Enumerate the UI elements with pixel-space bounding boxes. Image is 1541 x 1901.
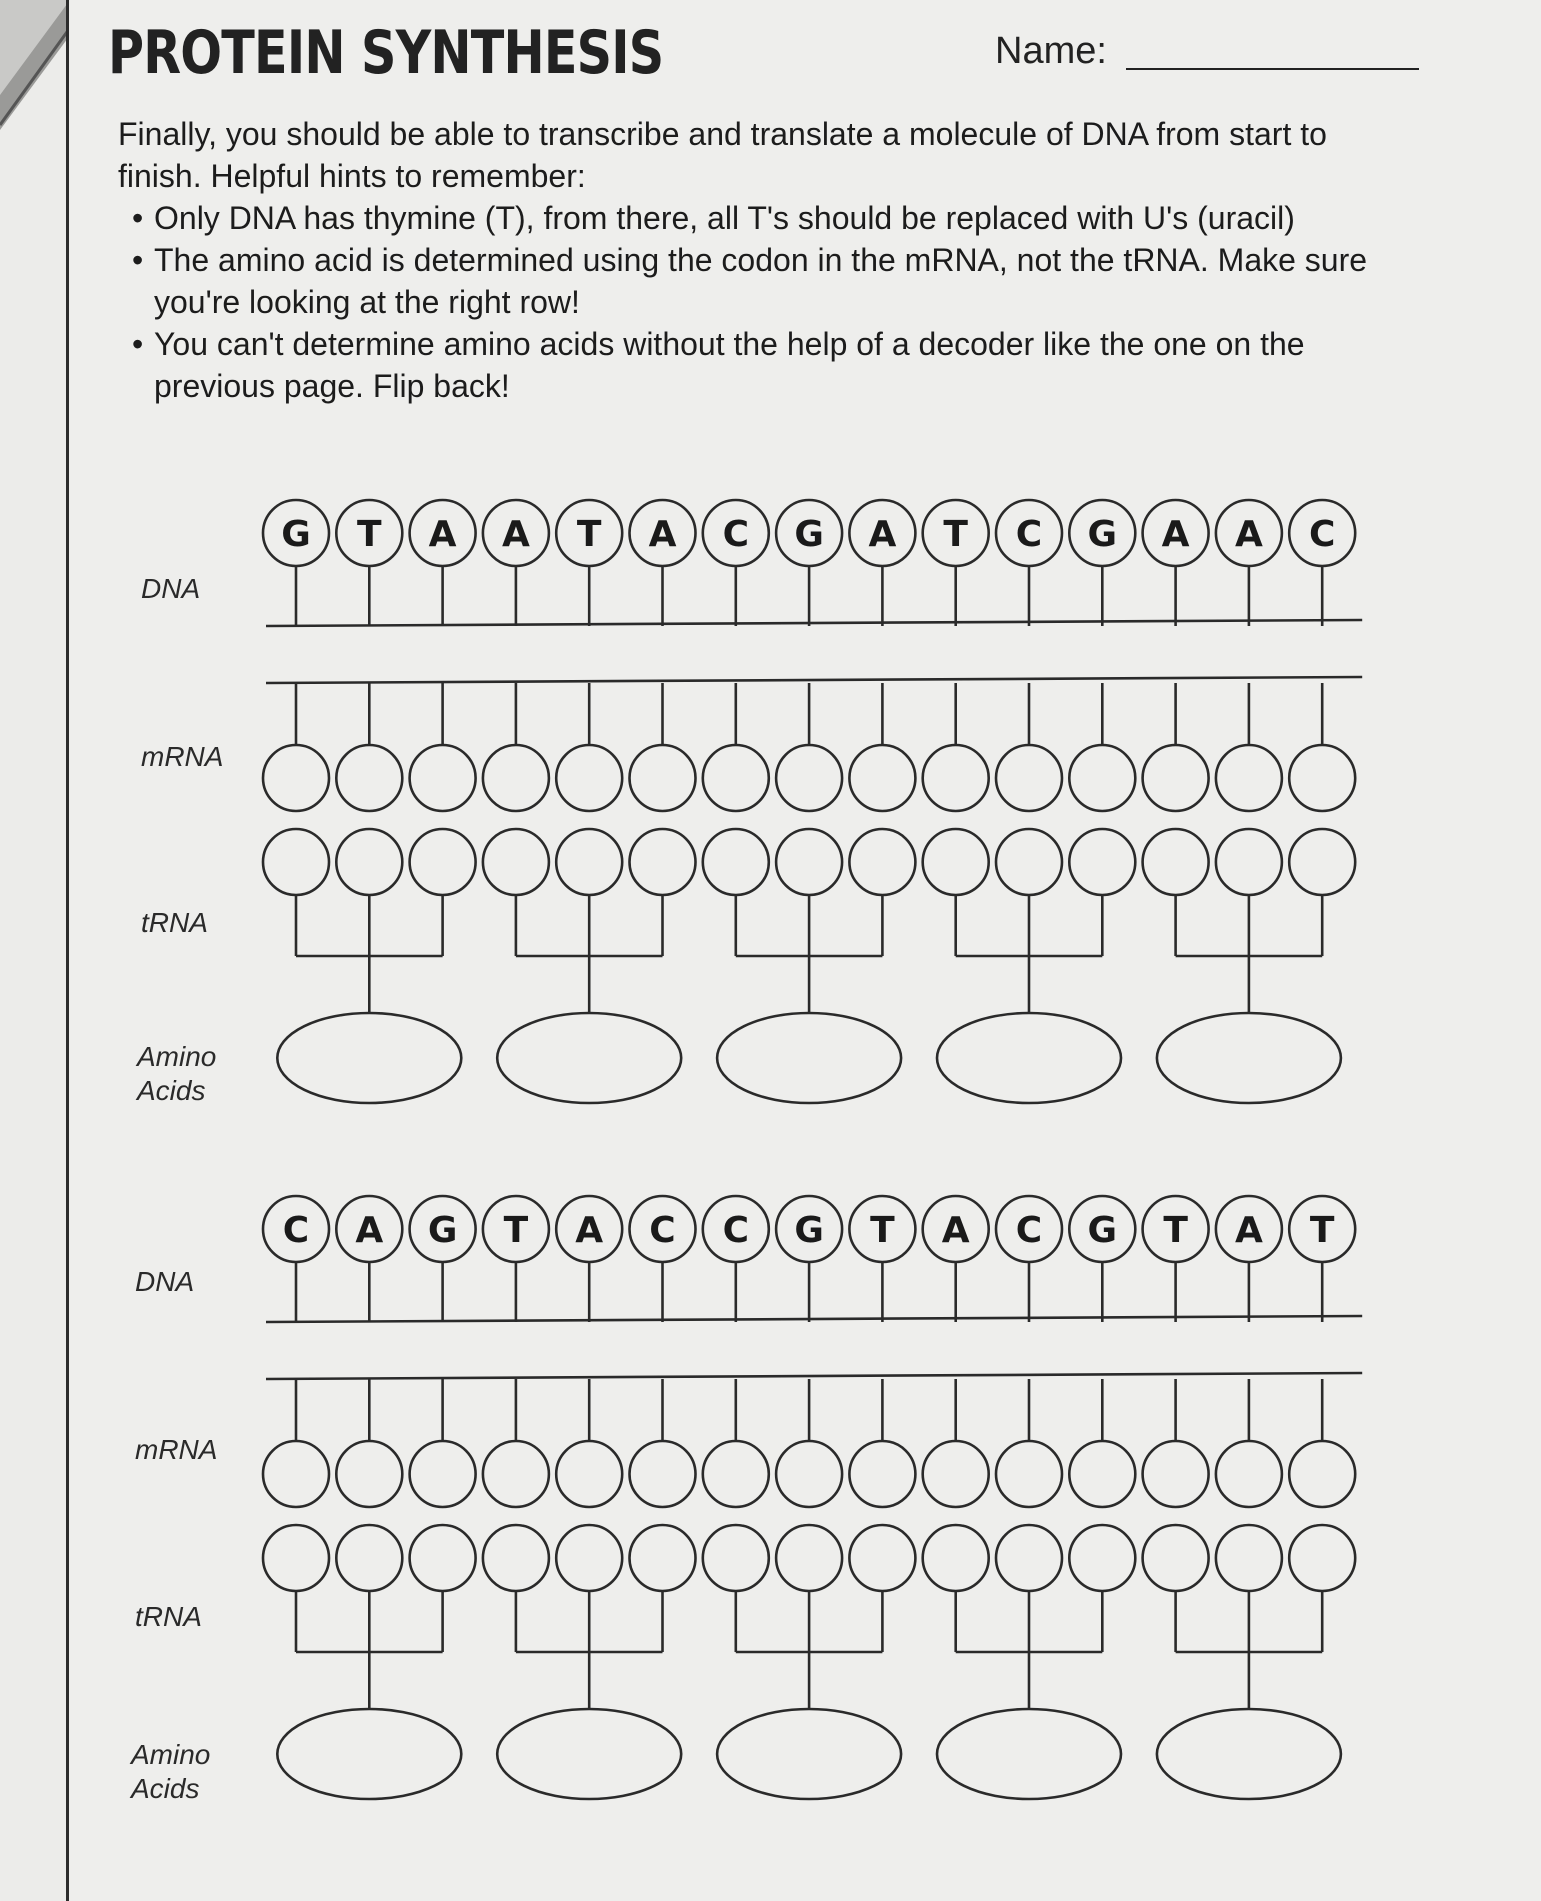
hint-item: • You can't determine amino acids without the help of a decoder like the one on the previous page. Flip back! (118, 323, 1408, 407)
amino-acid-blank[interactable] (937, 1013, 1121, 1103)
trna-base-blank[interactable] (263, 829, 329, 895)
dna-base-letter: C (1308, 514, 1336, 555)
dna-base-letter: T (503, 1210, 529, 1251)
amino-acid-blank[interactable] (1157, 1709, 1341, 1799)
dna-base-letter: T (576, 514, 602, 555)
mrna-base-blank[interactable] (556, 1441, 622, 1507)
mrna-base-blank[interactable] (923, 745, 989, 811)
trna-base-blank[interactable] (410, 1525, 476, 1591)
hint-item: • Only DNA has thymine (T), from there, all T's should be replaced with U's (uracil) (118, 197, 1408, 239)
mrna-base-blank[interactable] (483, 1441, 549, 1507)
mrna-backbone (266, 677, 1362, 683)
mrna-backbone (266, 1373, 1362, 1379)
dna-base-letter: T (1309, 1210, 1335, 1251)
mrna-base-blank[interactable] (1069, 1441, 1135, 1507)
trna-base-blank[interactable] (996, 1525, 1062, 1591)
trna-base-blank[interactable] (703, 1525, 769, 1591)
trna-base-blank[interactable] (923, 1525, 989, 1591)
mrna-base-blank[interactable] (996, 1441, 1062, 1507)
trna-base-blank[interactable] (1069, 829, 1135, 895)
dna-base-letter: C (722, 514, 750, 555)
dna-base-letter: G (281, 514, 311, 555)
trna-base-blank[interactable] (776, 829, 842, 895)
mrna-base-blank[interactable] (336, 745, 402, 811)
trna-base-blank[interactable] (483, 1525, 549, 1591)
mrna-base-blank[interactable] (483, 745, 549, 811)
trna-base-blank[interactable] (923, 829, 989, 895)
dna-base-letter: A (1161, 514, 1190, 555)
dna-base-letter: T (357, 514, 382, 555)
mrna-base-blank[interactable] (1143, 1441, 1209, 1507)
mrna-base-blank[interactable] (336, 1441, 402, 1507)
amino-acid-blank[interactable] (497, 1709, 681, 1799)
trna-base-blank[interactable] (1289, 829, 1355, 895)
dna-base-letter: C (1015, 514, 1043, 555)
mrna-base-blank[interactable] (996, 745, 1062, 811)
mrna-base-blank[interactable] (263, 745, 329, 811)
mrna-base-blank[interactable] (1143, 745, 1209, 811)
trna-base-blank[interactable] (556, 1525, 622, 1591)
trna-label-2: tRNA (135, 1601, 202, 1632)
mrna-base-blank[interactable] (849, 745, 915, 811)
trna-base-blank[interactable] (263, 1525, 329, 1591)
trna-label-1: tRNA (141, 907, 208, 938)
dna-label-1: DNA (141, 573, 201, 604)
mrna-base-blank[interactable] (776, 745, 842, 811)
trna-base-blank[interactable] (410, 829, 476, 895)
trna-base-blank[interactable] (630, 1525, 696, 1591)
amino-acid-blank[interactable] (1157, 1013, 1341, 1103)
trna-base-blank[interactable] (336, 829, 402, 895)
dna-base-letter: C (649, 1210, 676, 1251)
trna-base-blank[interactable] (1289, 1525, 1355, 1591)
mrna-base-blank[interactable] (776, 1441, 842, 1507)
dna-base-letter: G (1087, 1210, 1118, 1251)
mrna-base-blank[interactable] (556, 745, 622, 811)
dna-base-letter: A (501, 514, 530, 555)
mrna-base-blank[interactable] (1289, 1441, 1355, 1507)
trna-base-blank[interactable] (776, 1525, 842, 1591)
trna-base-blank[interactable] (849, 829, 915, 895)
mrna-base-blank[interactable] (1216, 1441, 1282, 1507)
trna-base-blank[interactable] (556, 829, 622, 895)
dna-base-letter: C (1015, 1210, 1043, 1251)
dna-base-letter: G (427, 1210, 458, 1251)
dna-base-letter: A (648, 514, 677, 555)
dna-backbone (266, 1316, 1362, 1322)
trna-base-blank[interactable] (1216, 829, 1282, 895)
mrna-base-blank[interactable] (849, 1441, 915, 1507)
amino-acid-blank[interactable] (717, 1013, 901, 1103)
mrna-base-blank[interactable] (1289, 745, 1355, 811)
dna-base-letter: T (943, 514, 968, 555)
dna-base-letter: A (941, 1210, 970, 1251)
dna-base-letter: G (794, 514, 824, 555)
trna-base-blank[interactable] (630, 829, 696, 895)
amino-label-line: Amino (137, 1041, 217, 1072)
trna-base-blank[interactable] (483, 829, 549, 895)
dna-base-letter: A (1234, 1210, 1263, 1251)
trna-base-blank[interactable] (1143, 1525, 1209, 1591)
mrna-base-blank[interactable] (630, 745, 696, 811)
acids-label-line: Acids (131, 1773, 200, 1804)
amino-acid-blank[interactable] (277, 1013, 461, 1103)
dna-base-letter: T (1163, 1210, 1188, 1251)
mrna-label-2: mRNA (135, 1434, 218, 1465)
name-label: Name: (995, 30, 1107, 72)
dna-base-letter: A (575, 1210, 604, 1251)
worksheet-title: PROTEIN SYNTHESIS (108, 18, 664, 88)
dna-base-letter: A (868, 514, 897, 555)
intro-text: Finally, you should be able to transcribe and translate a molecule of DNA from start to finish. Helpful hints to remember: (118, 116, 1327, 194)
dna-base-letter: A (1234, 514, 1263, 555)
dna-base-letter: G (794, 1210, 824, 1251)
dna-base-letter: C (722, 1210, 750, 1251)
mrna-label-1: mRNA (141, 741, 224, 772)
trna-base-blank[interactable] (336, 1525, 402, 1591)
trna-base-blank[interactable] (996, 829, 1062, 895)
dna-base-letter: C (282, 1210, 310, 1251)
dna-base-letter: A (428, 514, 457, 555)
mrna-base-blank[interactable] (410, 745, 476, 811)
mrna-base-blank[interactable] (923, 1441, 989, 1507)
amino-acid-blank[interactable] (717, 1709, 901, 1799)
trna-base-blank[interactable] (1216, 1525, 1282, 1591)
trna-base-blank[interactable] (849, 1525, 915, 1591)
acids-label-line: Acids (137, 1075, 206, 1106)
dna-backbone (266, 620, 1362, 626)
hint-item: • The amino acid is determined using the codon in the mRNA, not the tRNA. Make sure you're looking at the right row! (118, 239, 1408, 323)
mrna-base-blank[interactable] (703, 745, 769, 811)
trna-base-blank[interactable] (1069, 1525, 1135, 1591)
mrna-base-blank[interactable] (410, 1441, 476, 1507)
amino-label-line: Amino (131, 1739, 211, 1770)
mrna-base-blank[interactable] (263, 1441, 329, 1507)
amino-acid-blank[interactable] (937, 1709, 1121, 1799)
trna-base-blank[interactable] (703, 829, 769, 895)
dna-base-letter: G (1087, 514, 1118, 555)
dna-label-2: DNA (135, 1266, 195, 1297)
amino-acid-blank[interactable] (277, 1709, 461, 1799)
mrna-base-blank[interactable] (1216, 745, 1282, 811)
mrna-base-blank[interactable] (1069, 745, 1135, 811)
amino-acid-blank[interactable] (497, 1013, 681, 1103)
trna-base-blank[interactable] (1143, 829, 1209, 895)
mrna-base-blank[interactable] (703, 1441, 769, 1507)
mrna-base-blank[interactable] (630, 1441, 696, 1507)
dna-base-letter: T (870, 1210, 895, 1251)
dna-base-letter: A (355, 1210, 384, 1251)
